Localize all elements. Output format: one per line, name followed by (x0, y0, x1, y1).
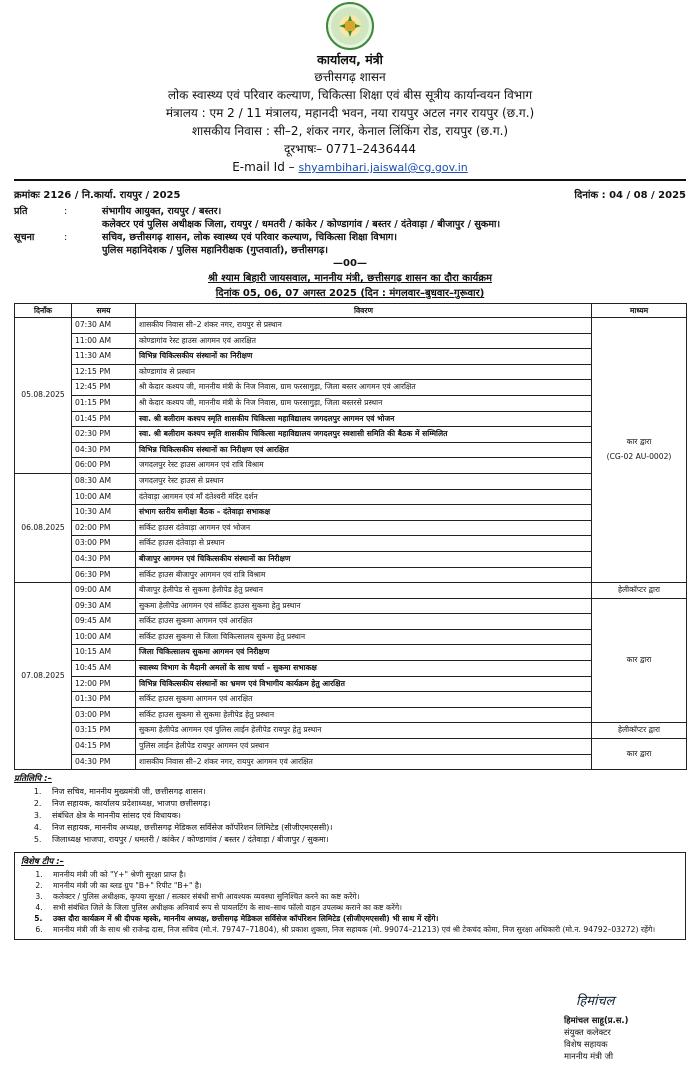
to-line: संभागीय आयुक्त, रायपुर / बस्तर। (102, 206, 222, 217)
table-row: 01:15 PM श्री केदार कश्यप जी, माननीय मंत्री के निज निवास, ग्राम फरसागुड़ा, जिला बस्तरसे प्रस्थान (15, 395, 687, 411)
letterhead (0, 2, 700, 177)
list-item: 4. सभी संबंधित जिले के जिला पुलिस अधीक्षक अनिवार्य रूप से पायलटिंग के साथ–साथ फॉलो वाहन उपलब्ध कराने का कष्ट करेंगे। (45, 902, 679, 913)
mode-car: कार द्वारा (592, 598, 687, 723)
reference-date: दिनांक : 04 / 08 / 2025 (574, 190, 686, 201)
table-row: 06:30 PM सर्किट हाउस बीजापुर आगमन एवं रात्रि विश्राम (15, 567, 687, 583)
info-line: सचिव, छत्तीसगढ़ शासन, लोक स्वास्थ्य एवं परिवार कल्याण, चिकित्सा शिक्षा विभाग। (102, 232, 397, 243)
to-line: कलेक्टर एवं पुलिस अधीक्षक जिला, रायपुर / धमतरी / कांकेर / कोण्डागांव / बस्तर / दंतेवाड़ा / बीजापुर / सुकमा। (102, 219, 501, 230)
table-row: 06.08.2025 08:30 AM जगदलपुर रेस्ट हाउस से प्रस्थान (15, 473, 687, 489)
column-header-time: समय (72, 304, 136, 318)
list-item: 1. माननीय मंत्री जी को "Y+" श्रेणी सुरक्षा प्राप्त है। (45, 869, 679, 880)
signature-block (564, 996, 664, 1062)
letter-page (0, 2, 700, 1084)
schedule-table (14, 303, 687, 770)
state-emblem-icon (326, 2, 374, 50)
reference-number: क्रमांकः 2126 / नि.कार्या. रायपुर / 2025 (14, 190, 181, 201)
table-row: 03:00 PM सर्किट हाउस दंतेवाड़ा से प्रस्थान (15, 536, 687, 552)
mode-car: कार द्वारा (592, 739, 687, 770)
day-date: 07.08.2025 (15, 583, 72, 770)
table-row: 03:00 PM सर्किट हाउस सुकमा से सुकमा हेलीपेड हेतु प्रस्थान (15, 707, 687, 723)
mode-helicopter: हेलीकॉप्टर द्वारा (592, 583, 687, 599)
table-row: 01:30 PM सर्किट हाउस सुकमा आगमन एवं आरक्षित (15, 692, 687, 708)
info-line: पुलिस महानिदेशक / पुलिस महानिरीक्षक (गुप्तवार्ता), छत्तीसगढ़। (102, 245, 329, 256)
column-header-date: दिनाँक (15, 304, 72, 318)
signatory-name: हिमांचल साहू(प्र.स.) (564, 1015, 629, 1025)
table-row: 10:00 AM सर्किट हाउस सुकमा से जिला चिकित्सालय सुकमा हेतु प्रस्थान (15, 629, 687, 645)
table-row: 10:45 AM स्वास्थ्य विभाग के मैदानी अमलों के साथ चर्चा – सुकमा सभाकक्ष (15, 661, 687, 677)
reference-row (14, 187, 686, 201)
email-label: E-mail Id – (232, 160, 295, 174)
signatory-designation: संयुक्त कलेक्टर (564, 1027, 611, 1037)
table-row: 09:30 AM सुकमा हेलीपेड आगमन एवं सर्किट हाउस सुकमा हेतु प्रस्थान कार द्वारा (15, 598, 687, 614)
table-row (15, 318, 687, 334)
info-label: सूचना (14, 232, 35, 243)
list-item: 5. उक्त दौरा कार्यक्रम में श्री दीपक म्हस्के, माननीय अध्यक्ष, छत्तीसगढ़ मेडिकल सर्विसेज कॉर्पोरेशन लिमिटेड (सीजीएमएससी) भी साथ में रहेंगे। (45, 913, 679, 924)
signatory-designation: माननीय मंत्री जी (564, 1051, 614, 1061)
special-notes-box (14, 852, 686, 940)
signature: हिमांचल (576, 994, 615, 1009)
table-row: 04:15 PM पुलिस लाईन हेलीपेड रायपुर आगमन एवं प्रस्थान कार द्वारा (15, 739, 687, 755)
list-item: 2. निज सहायक, कार्यालय प्रदेशाध्यक्ष, भाजपा छत्तीसगढ़। (44, 798, 686, 810)
row-detail: शासकीय निवास सी–2 शंकर नगर, रायपुर से प्रस्थान (136, 318, 592, 334)
list-item: 4. निज सहायक, माननीय अध्यक्ष, छत्तीसगढ़ मेडिकल सर्विसेज कॉर्पोरेशन लिमिटेड (सीजीएमएससी)। (44, 822, 686, 834)
email-line (0, 158, 700, 177)
programme-dates: दिनांक 05, 06, 07 अगस्त 2025 (दिन : मंगलवार–बुधवार–गुरूवार) (215, 288, 485, 299)
email-link[interactable]: shyambihari.jaiswal@cg.gov.in (298, 161, 468, 174)
row-time: 07:30 AM (72, 318, 136, 334)
table-row: 12:15 PM कोण्डागांव से प्रस्थान (15, 364, 687, 380)
office-title: कार्यालय, मंत्री (317, 52, 383, 67)
table-row: 07.08.2025 09:00 AM बीजापुर हेलीपेड से सुकमा हेलीपेड हेतु प्रस्थान हेलीकॉप्टर द्वारा (15, 583, 687, 599)
table-row: 01:45 PM स्वा. श्री बलीराम कश्यप स्मृति शासकीय चिकित्सा महाविद्यालय जगदलपुर आगमन एवं भोजन (15, 411, 687, 427)
table-row: 04:30 PM विभिन्न चिकित्सकीय संस्थानों का निरीक्षण एवं आरक्षित (15, 442, 687, 458)
separator: —00— (333, 258, 367, 269)
list-item: 6. माननीय मंत्री जी के साथ श्री राजेन्द्र दास, निज सचिव (मो.नं. 79747–71804), श्री प्रकाश शुक्ला, निज सहायक (मो. 99074–21213) एवं श्री टेकचंद कोमा, निज सुरक्षा अधिकारी (मो.न. 94792–03272) रहेंगे। (45, 924, 679, 935)
special-notes-title: विशेष टीप :– (21, 857, 64, 868)
table-row: 11:30 AM विभिन्न चिकित्सकीय संस्थानों का निरीक्षण (15, 349, 687, 365)
table-row: 12:00 PM विभिन्न चिकित्सकीय संस्थानों का भ्रमण एवं विभागीय कार्यक्रम हेतु आरक्षित (15, 676, 687, 692)
signatory-designation: विशेष सहायक (564, 1039, 608, 1049)
programme-title: श्री श्याम बिहारी जायसवाल, माननीय मंत्री, छत्तीसगढ़ शासन का दौरा कार्यक्रम (207, 273, 493, 284)
govt-name: छत्तीसगढ़ शासन (314, 70, 386, 84)
mode-car: कार द्वारा (CG-02 AU-0002) (592, 318, 687, 583)
phone-number: दूरभाषः– 0771–2436444 (284, 142, 416, 156)
table-row: 02:00 PM सर्किट हाउस दंतेवाड़ा आगमन एवं भोजन (15, 520, 687, 536)
table-row: 10:30 AM संभाग स्तरीय समीक्षा बैठक – दंतेवाड़ा सभाकक्ष (15, 505, 687, 521)
header-divider (14, 179, 686, 181)
residence-address: शासकीय निवास : सी–2, शंकर नगर, केनाल लिंकिंग रोड, रायपुर (छ.ग.) (191, 124, 509, 138)
column-header-mode: माध्यम (592, 304, 687, 318)
mode-helicopter: हेलीकॉप्टर द्वारा (592, 723, 687, 739)
table-header-row (15, 304, 687, 318)
table-row: 11:00 AM कोण्डागांव रेस्ट हाउस आगमन एवं आरक्षित (15, 333, 687, 349)
vehicle-number: (CG-02 AU-0002) (606, 452, 672, 462)
department-name: लोक स्वास्थ्य एवं परिवार कल्याण, चिकित्सा शिक्षा एवं बीस सूत्रीय कार्यान्वयन विभाग (167, 88, 533, 102)
table-row: 04:30 PM बीजापुर आगमन एवं चिकित्सकीय संस्थानों का निरीक्षण (15, 551, 687, 567)
copy-to-title: प्रतिलिपि :– (14, 774, 52, 785)
table-row: 09:45 AM सर्किट हाउस सुकमा आगमन एवं आरक्षित (15, 614, 687, 630)
table-row: 04:30 PM शासकीय निवास सी–2 शंकर नगर, रायपुर आगमन एवं आरक्षित (15, 754, 687, 770)
to-label: प्रति (14, 206, 28, 217)
table-row: 10:15 AM जिला चिकित्सालय सुकमा आगमन एवं निरीक्षण (15, 645, 687, 661)
ministry-address: मंत्रालय : एम 2 / 11 मंत्रालय, महानदी भवन, नया रायपुर अटल नगर रायपुर (छ.ग.) (165, 106, 535, 120)
table-row: 03:15 PM सुकमा हेलीपेड आगमन एवं पुलिस लाईन हेलीपेड रायपुर हेतु प्रस्थान हेलीकॉप्टर द्वारा (15, 723, 687, 739)
list-item: 1. निज सचिव, माननीय मुख्यमंत्री जी, छत्तीसगढ़ शासन। (44, 786, 686, 798)
table-row: 06:00 PM जगदलपुर रेस्ट हाउस आगमन एवं रात्रि विश्राम (15, 458, 687, 474)
column-header-detail: विवरण (136, 304, 592, 318)
day-date: 05.08.2025 (15, 318, 72, 474)
table-row: 10:00 AM दंतेवाड़ा आगमन एवं माँ दंतेश्वरी मंदिर दर्शन (15, 489, 687, 505)
list-item: 3. कलेक्टर / पुलिस अधीक्षक, कृपया सुरक्षा / सत्कार संबंधी सभी आवश्यक व्यवस्था सुनिश्चित करने का कष्ट करेंगे। (45, 891, 679, 902)
copy-to-section (14, 772, 686, 846)
list-item: 2. माननीय मंत्री जी का ब्लड ग्रुप "B+" रिपीट "B+" है। (45, 880, 679, 891)
list-item: 5. जिलाध्यक्ष भाजपा, रायपुर / धमतरी / कांकेर / कोण्डागांव / बस्तर / दंतेवाड़ा / बीजापुर / सुकमा। (44, 834, 686, 846)
day-date: 06.08.2025 (15, 473, 72, 582)
table-row: 12:45 PM श्री केदार कश्यप जी, माननीय मंत्री के निज निवास, ग्राम फरसागुड़ा, जिला बस्तर आगमन एवं आरक्षित (15, 380, 687, 396)
table-row: 02:30 PM स्वा. श्री बलीराम कश्यप स्मृति शासकीय चिकित्सा महाविद्यालय जगदलपुर स्वशासी समिति की बैठक में सम्मिलित (15, 427, 687, 443)
recipients-block: प्रति : संभागीय आयुक्त, रायपुर / बस्तर। कलेक्टर एवं पुलिस अधीक्षक जिला, रायपुर / धमतरी / कांकेर / कोण्डागांव / बस्तर / दंतेवाड़ा / बीजापुर / सुकमा। सूचना : सचिव, छत्तीसगढ़ शासन, लोक स्वास्थ्य एवं परिवार कल्याण, चिकित्सा शिक्षा विभाग। पुलिस महानिदेशक / पुलिस महानिरीक्षक (गुप्तवार्ता), छत्तीसगढ़। (14, 205, 686, 257)
list-item: 3. संबंधित क्षेत्र के माननीय सांसद एवं विधायक। (44, 810, 686, 822)
